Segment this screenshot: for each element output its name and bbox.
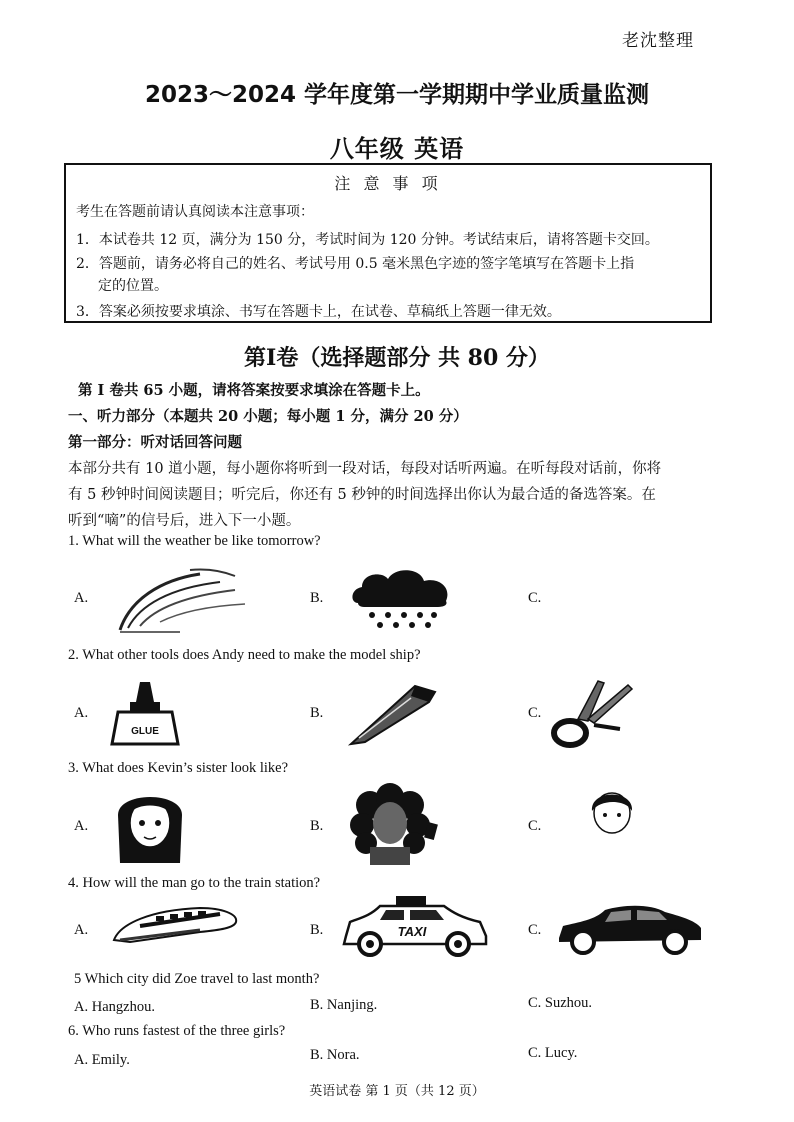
option-label[interactable]: B.: [310, 922, 324, 938]
question-text: Who runs fastest of the three girls?: [82, 1023, 286, 1039]
question-number: 4.: [68, 875, 79, 891]
option-label: B.: [310, 997, 324, 1013]
page-footer: 英语试卷 第 1 页（共 12 页）: [309, 1084, 485, 1099]
long-straight-hair-girl-icon: [110, 785, 190, 865]
option-label[interactable]: C.: [528, 705, 542, 721]
option-text: Hangzhou.: [91, 999, 155, 1015]
question-number: 1.: [68, 533, 79, 549]
sub1-desc-line: 听到“嘀”的信号后，进入下一小题。: [68, 513, 301, 529]
option-label[interactable]: B.: [310, 818, 324, 834]
curly-hair-girl-icon: [340, 785, 445, 865]
option-label[interactable]: C.: [528, 590, 542, 606]
option-label: C.: [528, 995, 542, 1011]
option-label[interactable]: C.: [528, 922, 542, 938]
taxi-icon: [340, 892, 490, 957]
option-b[interactable]: [310, 1047, 360, 1064]
option-label[interactable]: A.: [74, 922, 89, 938]
option-b[interactable]: [310, 997, 377, 1014]
question-6: [68, 1023, 285, 1040]
option-label: B.: [310, 1047, 324, 1063]
option-text: Nora.: [326, 1047, 360, 1063]
question-1: [68, 533, 321, 550]
option-text: Nanjing.: [326, 997, 378, 1013]
exam-subtitle: 八年级 英语: [329, 135, 465, 163]
option-label[interactable]: C.: [528, 818, 542, 834]
short-hair-person-icon: [582, 785, 642, 835]
notice-item: 定的位置。: [98, 278, 168, 294]
question-text: How will the man go to the train station?: [82, 875, 321, 891]
option-label[interactable]: A.: [74, 705, 89, 721]
train-icon: [110, 900, 240, 948]
header-tag: 老沈整理: [622, 31, 694, 51]
question-4: [68, 875, 320, 892]
option-c[interactable]: [528, 1045, 577, 1062]
option-label: A.: [74, 1052, 89, 1068]
windy-icon: [100, 560, 250, 635]
notice-intro: 考生在答题前请认真阅读本注意事项：: [76, 204, 314, 220]
taxi-label: TAXI: [397, 924, 427, 939]
section-title: 第Ⅰ卷（选择题部分 共 80 分）: [244, 345, 550, 371]
question-text: Which city did Zoe travel to last month?: [84, 971, 320, 987]
question-text: What will the weather be like tomorrow?: [82, 533, 321, 549]
question-2: [68, 647, 421, 664]
option-text: Emily.: [91, 1052, 130, 1068]
question-text: What other tools does Andy need to make the model ship?: [82, 647, 421, 663]
option-text: Lucy.: [544, 1045, 578, 1061]
glue-label: GLUE: [131, 726, 159, 737]
notice-box: [64, 163, 712, 323]
question-5: [74, 971, 319, 988]
scissors-icon: [548, 675, 638, 750]
option-text: Suzhou.: [544, 995, 593, 1011]
question-text: What does Kevin’s sister look like?: [82, 760, 289, 776]
option-c[interactable]: [528, 995, 592, 1012]
option-label[interactable]: B.: [310, 590, 324, 606]
notice-title: 注 意 事 项: [334, 174, 442, 193]
notice-item: 1．本试卷共 12 页，满分为 150 分，考试时间为 120 分钟。考试结束后，请将答题卡交回。: [76, 232, 659, 248]
section-instruction: 第 I 卷共 65 小题，请将答案按要求填涂在答题卡上。: [78, 382, 430, 399]
rain-cloud-icon: [348, 565, 458, 635]
option-label[interactable]: B.: [310, 705, 324, 721]
question-number: 2.: [68, 647, 79, 663]
option-label[interactable]: A.: [74, 818, 89, 834]
question-number: 6.: [68, 1023, 79, 1039]
part1-title: 一、听力部分（本题共 20 小题；每小题 1 分，满分 20 分）: [68, 408, 468, 425]
exam-title: 2023～2024 学年度第一学期期中学业质量监测: [144, 82, 650, 108]
question-3: [68, 760, 288, 777]
knife-icon: [345, 678, 440, 748]
option-a[interactable]: [74, 1052, 130, 1069]
option-label[interactable]: A.: [74, 590, 89, 606]
sub1-desc-line: 有 5 秒钟时间阅读题目；听完后，你还有 5 秒钟的时间选择出你认为最合适的备选答案。在: [68, 487, 656, 503]
question-number: 5: [74, 971, 82, 987]
glue-icon: [110, 678, 180, 748]
option-label: C.: [528, 1045, 542, 1061]
car-icon: [555, 900, 705, 955]
notice-item: 3．答案必须按要求填涂、书写在答题卡上，在试卷、草稿纸上答题一律无效。: [76, 304, 561, 320]
option-label: A.: [74, 999, 89, 1015]
option-a[interactable]: [74, 999, 155, 1016]
sub1-desc-line: 本部分共有 10 道小题，每小题你将听到一段对话，每段对话听两遍。在听每段对话前，你将: [68, 461, 662, 477]
sub1-title: 第一部分：听对话回答问题: [68, 434, 242, 451]
notice-item: 2．答题前，请务必将自己的姓名、考试号用 0.5 毫米黑色字迹的签字笔填写在答题卡上指: [76, 256, 635, 272]
question-number: 3.: [68, 760, 79, 776]
